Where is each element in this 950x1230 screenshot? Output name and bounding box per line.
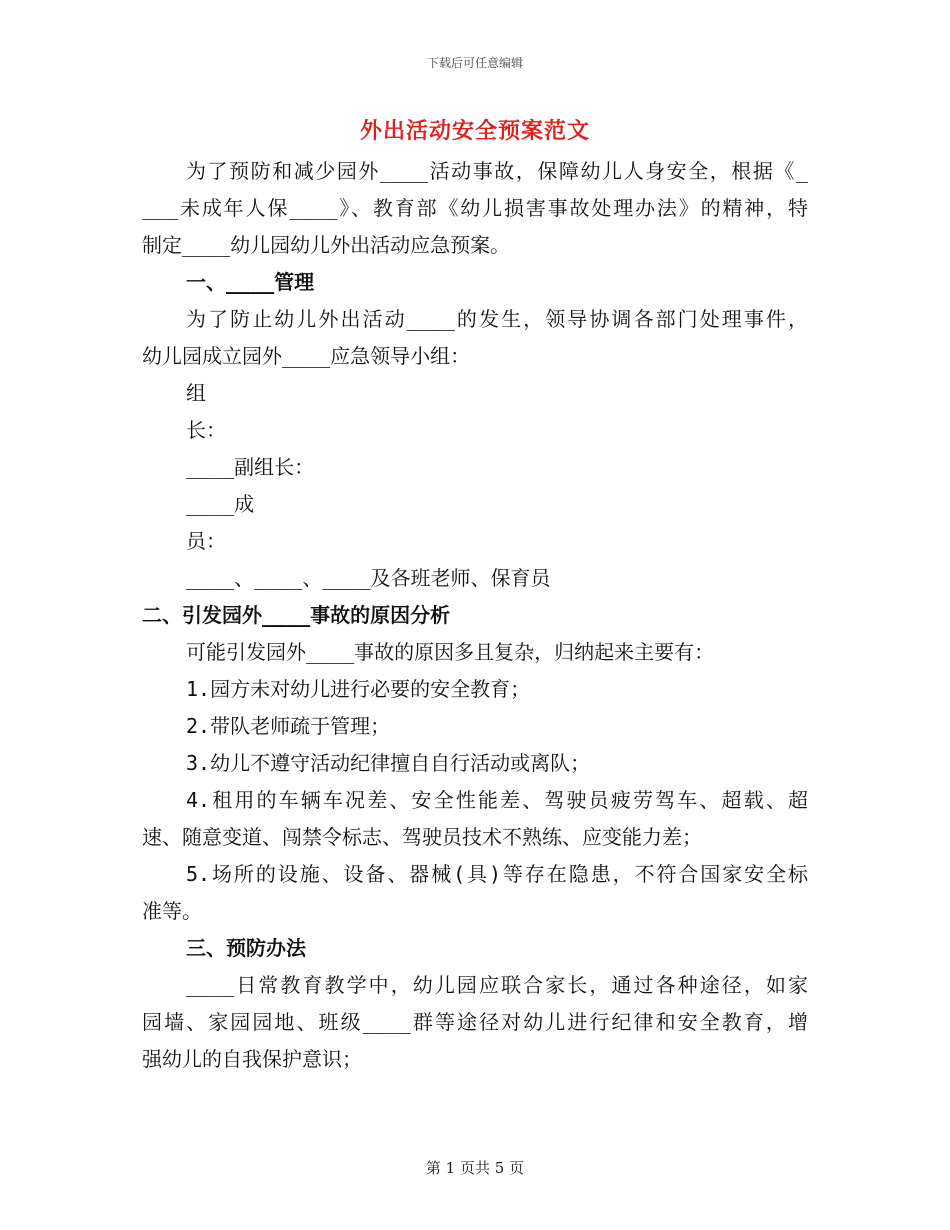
paragraph-line: ____日常教育教学中，幼儿园应联合家长，通过各种途径，如家 <box>186 973 808 997</box>
paragraph-line: ___未成年人保____》、教育部《幼儿损害事故处理办法》的精神，特 <box>142 196 808 220</box>
paragraph-line: 可能引发园外____事故的原因多且复杂，归纳起来主要有： <box>186 640 715 664</box>
document-body <box>142 153 808 1078</box>
paragraph-line: 为了防止幼儿外出活动____的发生，领导协调各部门处理事件， <box>186 307 808 331</box>
paragraph-line: ____副组长： <box>186 455 315 479</box>
list-item: 1.园方未对幼儿进行必要的安全教育； <box>186 677 531 701</box>
paragraph-line: 组 <box>186 381 206 405</box>
list-item: 5.场所的设施、设备、器械(具)等存在隐患，不符合国家安全标 <box>186 862 808 886</box>
list-item: 4.租用的车辆车况差、安全性能差、驾驶员疲劳驾车、超载、超 <box>186 788 808 812</box>
list-item: 3.幼儿不遵守活动纪律擅自自行活动或离队； <box>186 751 591 775</box>
paragraph-line: ____、____、____及各班老师、保育员 <box>186 566 551 590</box>
paragraph-line: ____成 <box>186 492 255 516</box>
paragraph-line: 速、随意变道、闯禁令标志、驾驶员技术不熟练、应变能力差； <box>142 825 702 849</box>
page-footer: 第 1 页共 5 页 <box>425 1159 525 1177</box>
list-item: 2.带队老师疏于管理； <box>186 714 391 738</box>
paragraph-line: 强幼儿的自我保护意识； <box>142 1047 362 1071</box>
section-heading: 二、引发园外____事故的原因分析 <box>142 603 451 627</box>
paragraph-line: 幼儿园成立园外____应急领导小组： <box>142 344 471 368</box>
document-title: 外出活动安全预案范文 <box>359 118 590 144</box>
paragraph-line: 园墙、家园园地、班级____群等途径对幼儿进行纪律和安全教育，增 <box>142 1010 808 1034</box>
paragraph-line: 长： <box>186 418 226 442</box>
section-heading: 一、____管理 <box>186 270 315 294</box>
header-note: 下载后可任意编辑 <box>426 56 523 70</box>
paragraph-line: 制定____幼儿园幼儿外出活动应急预案。 <box>142 233 511 257</box>
paragraph-line: 员： <box>186 529 226 553</box>
section-heading: 三、预防办法 <box>186 936 306 960</box>
paragraph-line: 准等。 <box>142 899 202 923</box>
paragraph-line: 为了预防和减少园外____活动事故，保障幼儿人身安全，根据《_ <box>186 159 808 183</box>
